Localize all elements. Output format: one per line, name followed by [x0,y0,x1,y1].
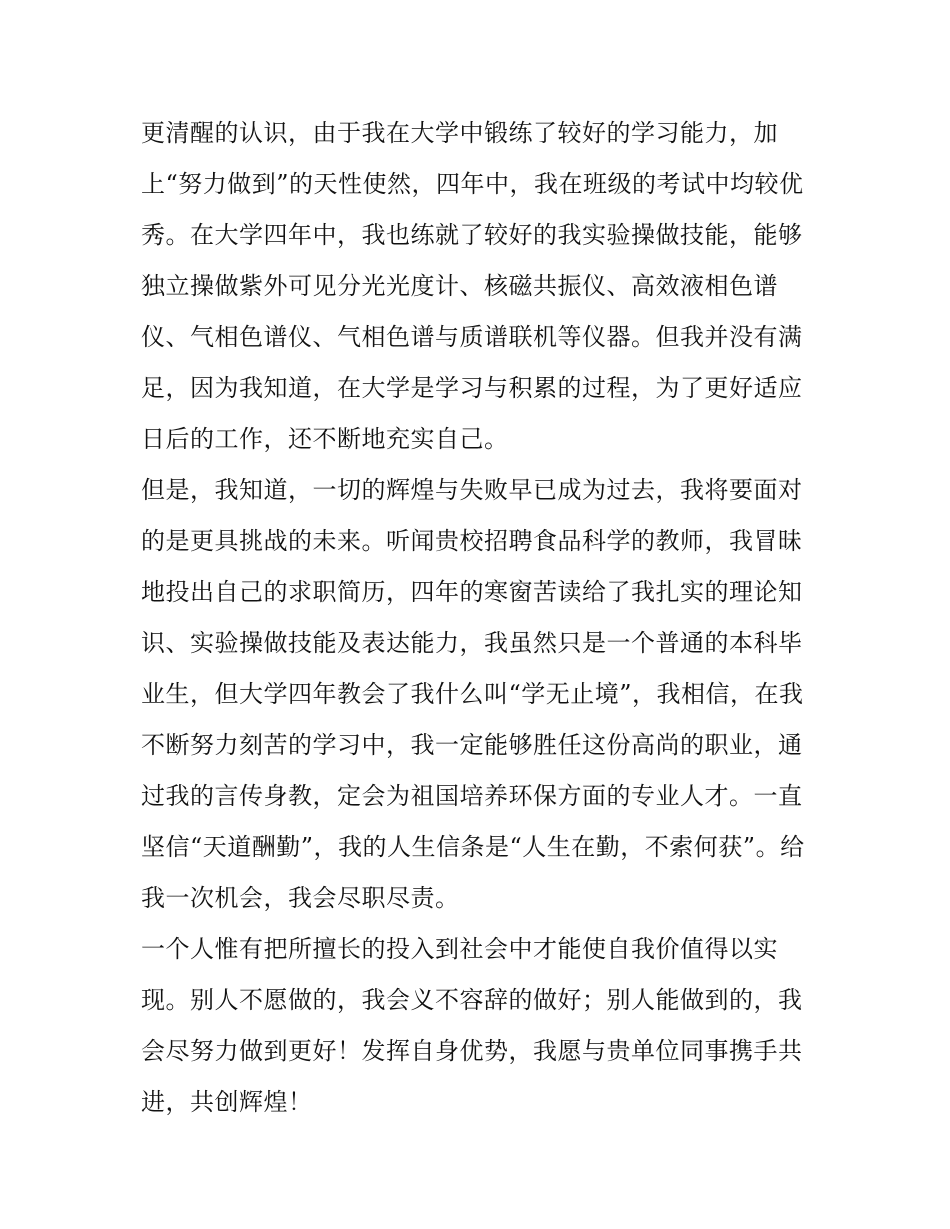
text-line: 更清醒的认识，由于我在大学中锻练了较好的学习能力，加 [141,119,778,147]
text-line: 但是，我知道，一切的辉煌与失败早已成为过去，我将要面对 [141,476,803,504]
text-line: 现。别人不愿做的，我会义不容辞的做好；别人能做到的，我 [141,986,803,1014]
text-line: 会尽努力做到更好！发挥自身优势，我愿与贵单位同事携手共 [141,1037,803,1065]
text-line: 足，因为我知道，在大学是学习与积累的过程，为了更好适应 [141,374,803,402]
text-line: 日后的工作，还不断地充实自己。 [141,425,509,453]
text-line: 识、实验操做技能及表达能力，我虽然只是一个普通的本科毕 [141,629,803,657]
text-line: 仪、气相色谱仪、气相色谱与质谱联机等仪器。但我并没有满 [141,323,803,351]
text-line: 秀。在大学四年中，我也练就了较好的我实验操做技能，能够 [141,221,803,249]
text-line: 的是更具挑战的未来。听闻贵校招聘食品科学的教师，我冒昧 [141,527,803,555]
text-line: 地投出自己的求职简历，四年的寒窗苦读给了我扎实的理论知 [141,578,803,606]
text-line: 坚信“天道酬勤”，我的人生信条是“人生在勤，不索何获”。给 [141,833,805,861]
text-line: 过我的言传身教，定会为祖国培养环保方面的专业人才。一直 [141,782,803,810]
text-line: 上“努力做到”的天性使然，四年中，我在班级的考试中均较优 [141,170,804,198]
text-line: 进，共创辉煌！ [141,1088,313,1116]
text-line: 独立操做紫外可见分光光度计、核磁共振仪、高效液相色谱 [141,272,778,300]
text-line: 业生，但大学四年教会了我什么叫“学无止境”，我相信，在我 [141,680,804,708]
body-text [141,108,821,1128]
text-line: 一个人惟有把所擅长的投入到社会中才能使自我价值得以实 [141,935,778,963]
text-line: 我一次机会，我会尽职尽责。 [141,884,460,912]
text-line: 不断努力刻苦的学习中，我一定能够胜任这份高尚的职业，通 [141,731,803,759]
